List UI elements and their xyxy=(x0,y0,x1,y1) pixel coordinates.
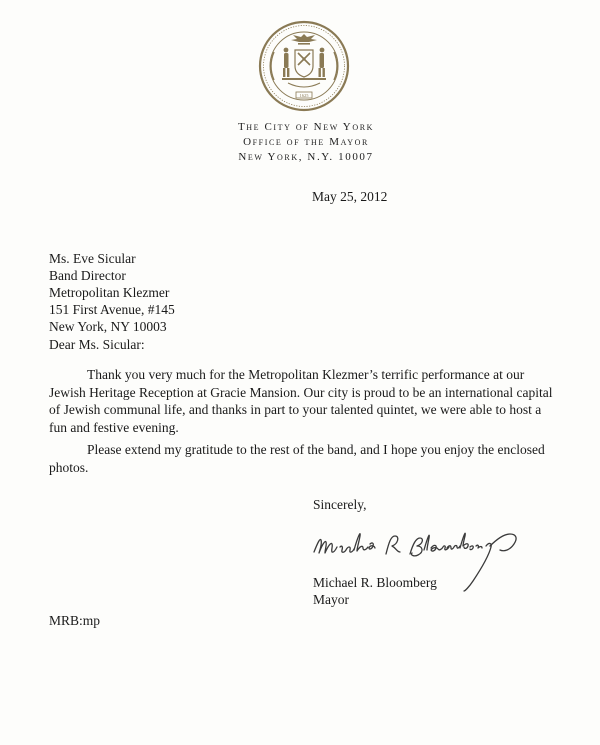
seal-year: 1625 xyxy=(299,93,309,98)
recipient-street: 151 First Avenue, #145 xyxy=(49,302,175,317)
salutation: Dear Ms. Sicular: xyxy=(49,337,145,352)
letterhead-address: New York, N.Y. 10007 xyxy=(238,151,374,163)
body-paragraph-1: Thank you very much for the Metropolitan Klezmer’s terrific performance at our Jewish Heritage Reception at Gracie Mansion. Our city is proud to be an international capital of Jewish communal life, and thanks in part to your talented quintet, we were able to host a fun and festive evening. xyxy=(49,367,553,435)
closing: Sincerely, xyxy=(313,497,367,512)
letterhead xyxy=(226,120,386,165)
signer-name: Michael R. Bloomberg xyxy=(313,575,437,590)
signer-block xyxy=(313,574,437,608)
signer-title: Mayor xyxy=(313,592,349,607)
letter-date: May 25, 2012 xyxy=(312,189,388,204)
city-seal-icon xyxy=(258,20,350,112)
reference-initials: MRB:mp xyxy=(49,613,101,628)
body-paragraph-2: Please extend my gratitude to the rest of the band, and I hope you enjoy the enclosed photos. xyxy=(49,442,545,475)
recipient-title: Band Director xyxy=(49,268,126,283)
letterhead-office: Office of the Mayor xyxy=(243,136,369,148)
letterhead-city: The City of New York xyxy=(237,121,375,133)
recipient-organization: Metropolitan Klezmer xyxy=(49,285,170,300)
recipient-address xyxy=(49,250,175,335)
recipient-name: Ms. Eve Sicular xyxy=(49,251,136,266)
recipient-city: New York, NY 10003 xyxy=(49,319,167,334)
